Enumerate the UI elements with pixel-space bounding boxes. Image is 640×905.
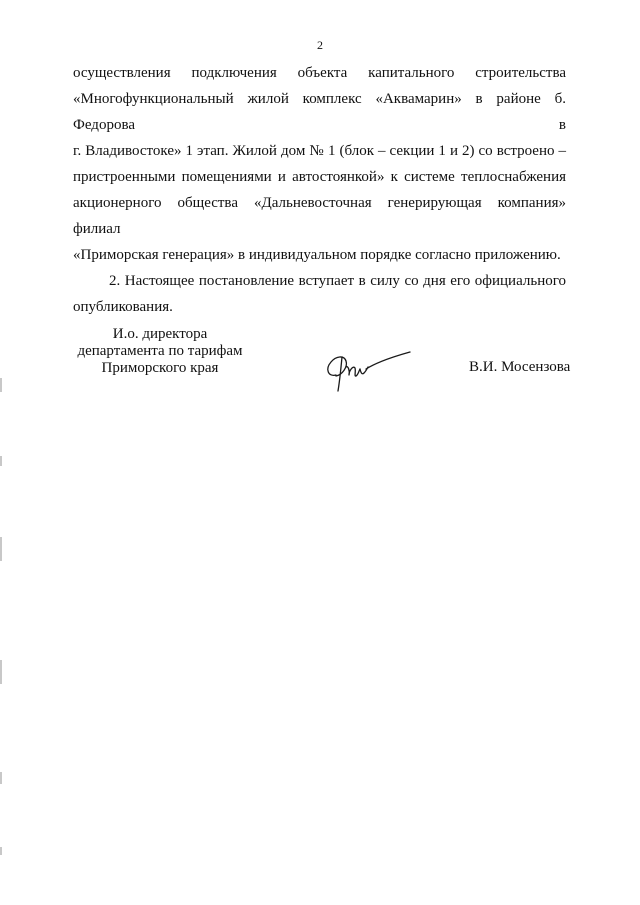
page-number: 2	[317, 38, 323, 52]
signer-name: В.И. Мосензова	[469, 359, 571, 375]
paragraph-1-line: осуществления подключения объекта капитального строительства	[73, 65, 566, 81]
scan-edge-mark	[0, 847, 2, 855]
scan-edge-mark	[0, 456, 2, 466]
signatory-position	[60, 326, 260, 377]
paragraph-1-line: г. Владивостоке» 1 этап. Жилой дом № 1 (блок – секции 1 и 2) со встроено –	[73, 143, 566, 159]
paragraph-1-line: «Приморская генерация» в индивидуальном порядке согласно приложению.	[73, 247, 561, 263]
handwritten-signature-icon	[322, 345, 414, 395]
scan-edge-mark	[0, 537, 2, 561]
signatory-position-line: И.о. директора	[112, 326, 208, 342]
paragraph-1-line: акционерного общества «Дальневосточная генерирующая компания» филиал	[73, 195, 566, 237]
scan-edge-mark	[0, 772, 2, 784]
paragraph-1-line: пристроенными помещениями и автостоянкой» к системе теплоснабжения	[73, 169, 566, 185]
signatory-position-line: Приморского края	[101, 360, 219, 376]
scan-edge-mark	[0, 660, 2, 684]
paragraph-1-line: «Многофункциональный жилой комплекс «Аквамарин» в районе б. Федорова в	[73, 91, 566, 133]
paragraph-1	[73, 60, 566, 268]
paragraph-2: 2. Настоящее постановление вступает в силу со дня его официального опубликования.	[73, 273, 566, 315]
scan-edge-mark	[0, 378, 2, 392]
document-body	[73, 60, 566, 320]
signatory-position-line: департамента по тарифам	[77, 343, 243, 359]
